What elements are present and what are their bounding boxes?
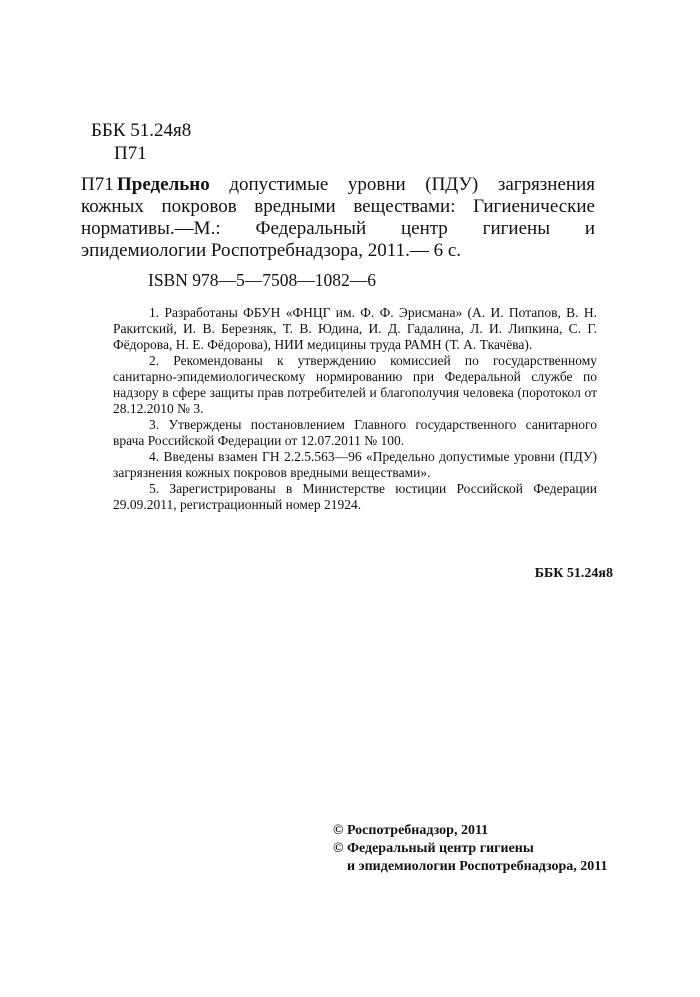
- copyright-line: © Федеральный центр гигиены: [333, 841, 534, 856]
- notes-list: [113, 305, 597, 513]
- isbn: ISBN 978—5—7508—1082—6: [148, 270, 376, 290]
- author-code: П71: [114, 143, 147, 164]
- note-item: 4. Введены взамен ГН 2.2.5.563—96 «Предельно допустимые уровни (ПДУ) загрязнения кожных покровов вредными веществами».: [113, 449, 597, 480]
- copyright-block: [333, 822, 608, 876]
- copyright-line: © Роспотребнадзор, 2011: [333, 823, 489, 838]
- note-item: 3. Утверждены постановлением Главного государственного санитарного врача Российской Федерации от 12.07.2011 № 100.: [113, 417, 597, 448]
- copyright-line: и эпидемиологии Роспотребнадзора, 2011: [347, 859, 608, 874]
- entry-description: допустимые уровни (ПДУ) загрязнения кожных покровов вредными веществами: Гигиенические нормативы.—М.: Федеральный центр гигиены и эпидемиологии Роспотребнадзора, 2011.— 6 с.: [81, 174, 595, 261]
- note-item: 5. Зарегистрированы в Министерстве юстиции Российской Федерации 29.09.2011, регистрационный номер 21924.: [113, 481, 597, 512]
- bibliographic-entry: [81, 174, 595, 262]
- footer-bbk: ББК 51.24я8: [534, 566, 613, 581]
- note-item: 1. Разработаны ФБУН «ФНЦГ им. Ф. Ф. Эрисмана» (А. И. Потапов, В. Н. Ракитский, И. В. Березняк, Т. В. Юдина, И. Д. Гадалина, Л. И. Липкина, С. Г. Фёдорова, Н. Е. Фёдорова), НИИ медицины труда РАМН (Т. А. Ткачёва).: [113, 305, 597, 352]
- bbk-index: ББК 51.24я8: [91, 120, 192, 141]
- entry-code: П71: [81, 174, 114, 195]
- entry-title: Предельно: [117, 174, 210, 195]
- note-item: 2. Рекомендованы к утверждению комиссией по государственному санитарно-эпидемиологическому нормированию при Федеральной службе по надзору в сфере защиты прав потребителей и благополучия человека (поротокол от 28.12.2010 № 3.: [113, 353, 597, 416]
